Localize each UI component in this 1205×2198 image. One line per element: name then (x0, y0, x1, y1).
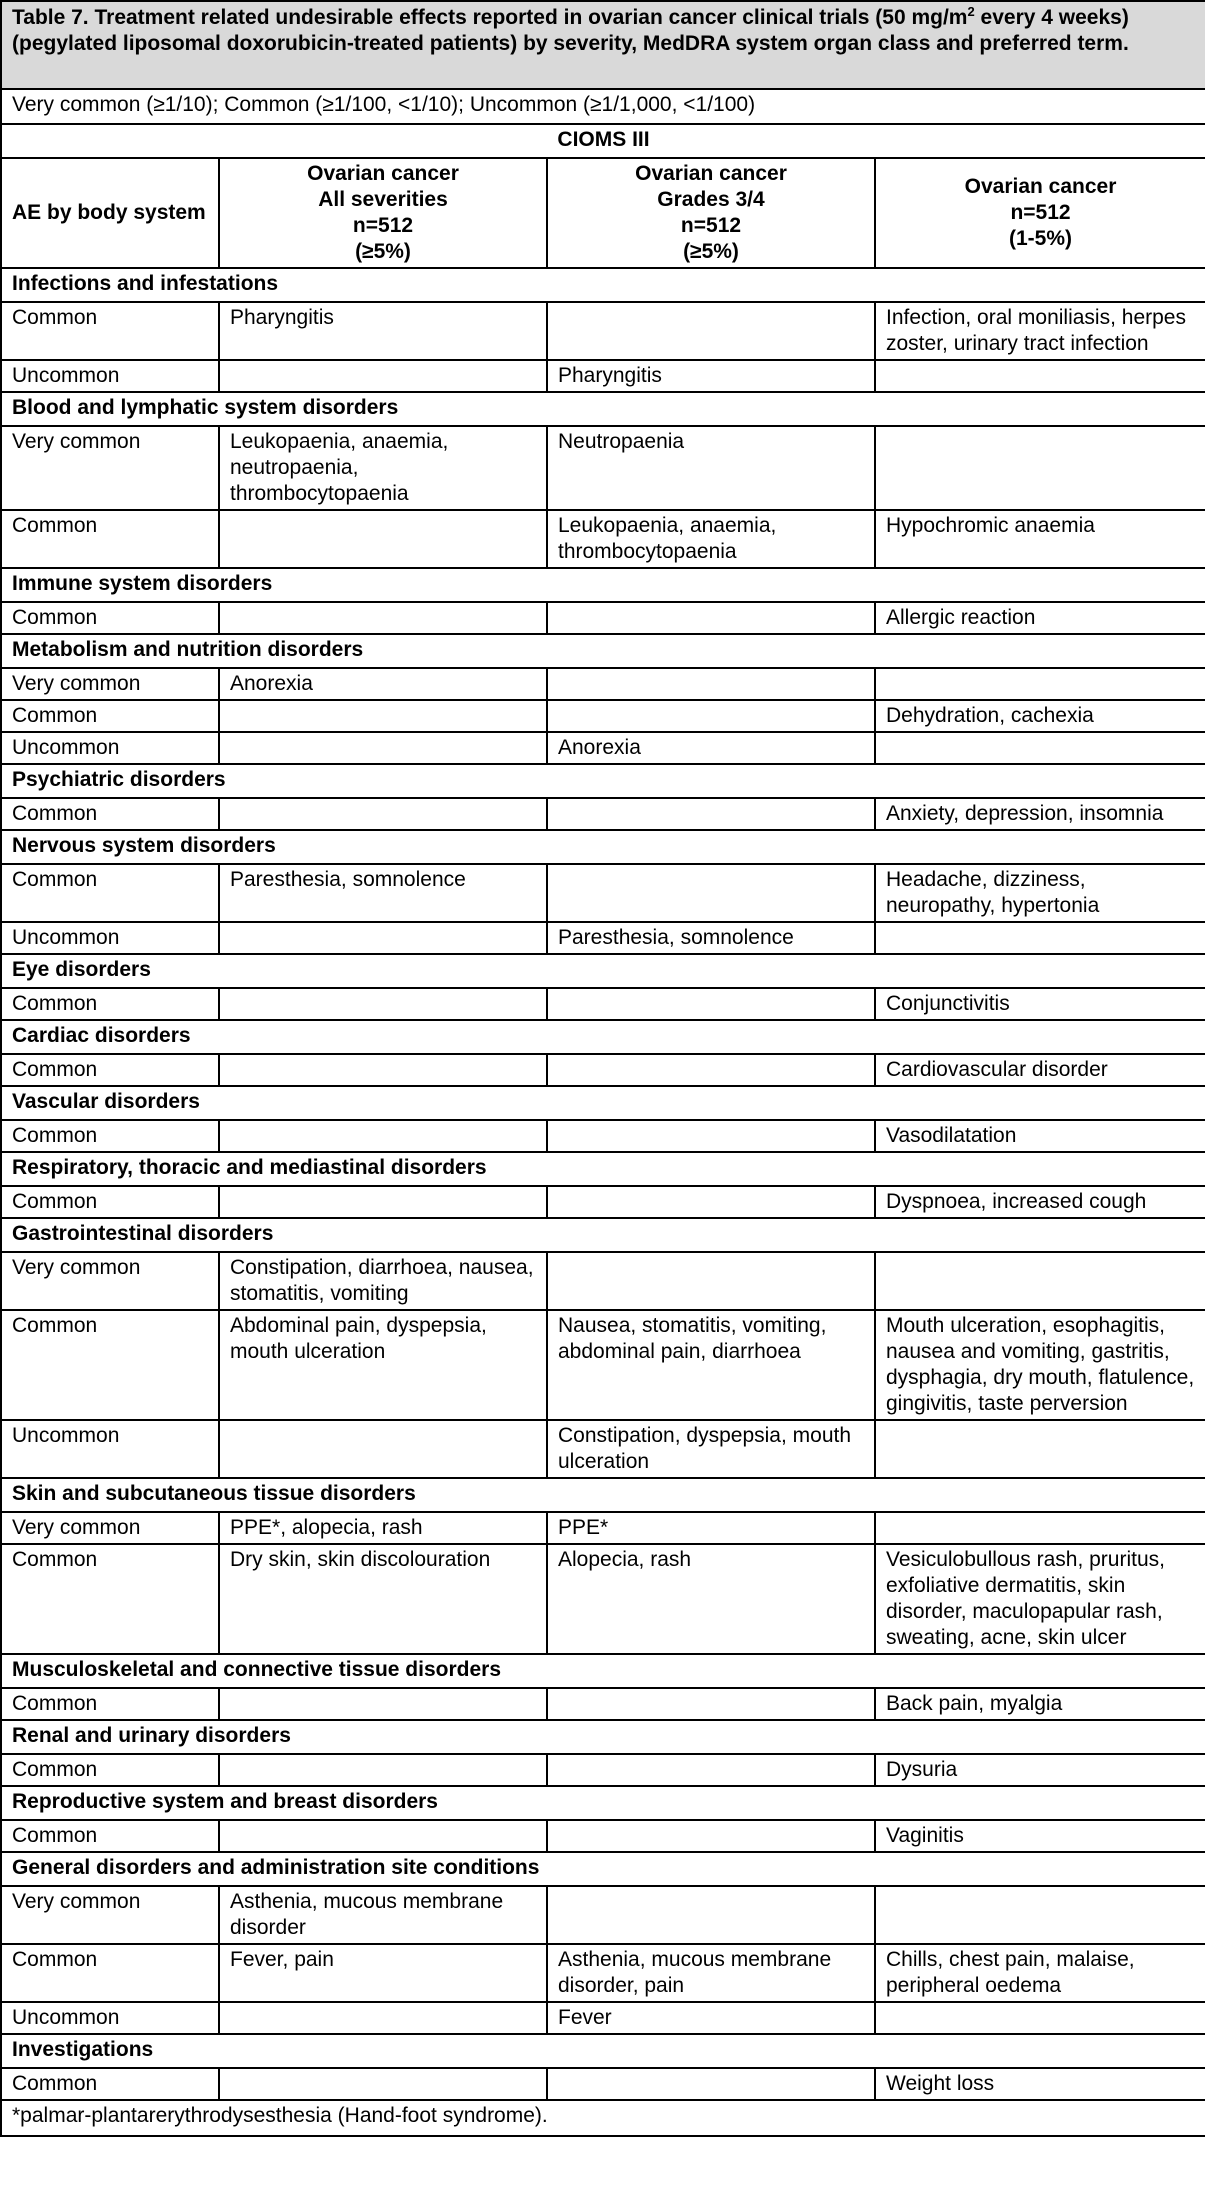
effects-cell (219, 2068, 547, 2100)
column-header-line: AE by body system (12, 201, 206, 224)
section-row (1, 268, 1205, 302)
section-row (1, 392, 1205, 426)
effects-cell: Alopecia, rash (547, 1544, 875, 1654)
column-header-line: (≥5%) (355, 240, 411, 263)
frequency-cell: Very common (1, 1886, 219, 1944)
effects-cell (219, 922, 547, 954)
table-row (1, 988, 1205, 1020)
effects-cell (875, 426, 1205, 510)
effects-cell: Asthenia, mucous membrane disorder, pain (547, 1944, 875, 2002)
effects-cell: Vesiculobullous rash, pruritus, exfoliative dermatitis, skin disorder, maculopapular rash, sweating, acne, skin ulcer (875, 1544, 1205, 1654)
section-heading: Nervous system disorders (1, 830, 1205, 864)
table-row (1, 668, 1205, 700)
effects-cell (219, 1688, 547, 1720)
effects-cell (875, 360, 1205, 392)
table-row (1, 1820, 1205, 1852)
effects-cell: Anorexia (219, 668, 547, 700)
effects-cell (219, 510, 547, 568)
section-heading: Respiratory, thoracic and mediastinal disorders (1, 1152, 1205, 1186)
column-header (1, 158, 219, 268)
column-header-line: n=512 (1010, 201, 1071, 224)
effects-cell (547, 988, 875, 1020)
effects-cell (219, 602, 547, 634)
table-row (1, 864, 1205, 922)
table-title: Table 7. Treatment related undesirable effects reported in ovarian cancer clinical trials (50 $mg/m^2$ every 4 weeks) (pegylated liposomal doxorubicin-treated patients) by severity, MedDRA system organ class and preferred term. (1, 1, 1205, 89)
frequency-cell: Common (1, 510, 219, 568)
effects-cell (219, 732, 547, 764)
table-row (1, 1512, 1205, 1544)
effects-cell (547, 1054, 875, 1086)
effects-cell (547, 1754, 875, 1786)
table-row (1, 2068, 1205, 2100)
effects-cell: Paresthesia, somnolence (547, 922, 875, 954)
effects-cell (875, 668, 1205, 700)
effects-cell: Hypochromic anaemia (875, 510, 1205, 568)
effects-cell: Fever, pain (219, 1944, 547, 2002)
effects-cell (219, 798, 547, 830)
table-row (1, 1054, 1205, 1086)
effects-cell (219, 1754, 547, 1786)
table-row (1, 510, 1205, 568)
section-row (1, 1218, 1205, 1252)
effects-cell: Conjunctivitis (875, 988, 1205, 1020)
effects-cell: Neutropaenia (547, 426, 875, 510)
column-header-line: (1-5%) (1009, 227, 1073, 250)
section-heading: Psychiatric disorders (1, 764, 1205, 798)
frequency-cell: Very common (1, 426, 219, 510)
frequency-cell: Common (1, 1054, 219, 1086)
column-header-line: Ovarian cancer (307, 162, 459, 185)
effects-cell: Pharyngitis (547, 360, 875, 392)
effects-cell: Pharyngitis (219, 302, 547, 360)
effects-cell: Fever (547, 2002, 875, 2034)
effects-cell: Weight loss (875, 2068, 1205, 2100)
effects-cell (547, 864, 875, 922)
effects-cell: Cardiovascular disorder (875, 1054, 1205, 1086)
effects-cell: Allergic reaction (875, 602, 1205, 634)
effects-cell (547, 1886, 875, 1944)
effects-cell (547, 1252, 875, 1310)
section-row (1, 1786, 1205, 1820)
frequency-legend: Very common (≥1/10); Common (≥1/100, <1/10); Uncommon (≥1/1,000, <1/100) (1, 89, 1205, 124)
section-row (1, 954, 1205, 988)
section-heading: Infections and infestations (1, 268, 1205, 302)
effects-cell (219, 1820, 547, 1852)
frequency-cell: Uncommon (1, 922, 219, 954)
effects-cell (547, 602, 875, 634)
frequency-cell: Common (1, 1186, 219, 1218)
frequency-cell: Common (1, 1688, 219, 1720)
section-row (1, 1020, 1205, 1054)
section-row (1, 2034, 1205, 2068)
effects-cell: Constipation, diarrhoea, nausea, stomatitis, vomiting (219, 1252, 547, 1310)
effects-cell: Paresthesia, somnolence (219, 864, 547, 922)
table-row (1, 2002, 1205, 2034)
section-row (1, 764, 1205, 798)
section-heading: General disorders and administration site conditions (1, 1852, 1205, 1886)
column-header-line: All severities (318, 188, 448, 211)
effects-cell: Anxiety, depression, insomnia (875, 798, 1205, 830)
frequency-cell: Common (1, 1820, 219, 1852)
section-heading: Vascular disorders (1, 1086, 1205, 1120)
effects-cell: Asthenia, mucous membrane disorder (219, 1886, 547, 1944)
table-row (1, 732, 1205, 764)
table-row (1, 700, 1205, 732)
effects-cell (219, 1054, 547, 1086)
effects-cell (219, 1120, 547, 1152)
table-row (1, 798, 1205, 830)
section-heading: Gastrointestinal disorders (1, 1218, 1205, 1252)
frequency-cell: Uncommon (1, 1420, 219, 1478)
effects-cell (219, 700, 547, 732)
table-row (1, 1944, 1205, 2002)
effects-cell: Back pain, myalgia (875, 1688, 1205, 1720)
effects-cell (219, 360, 547, 392)
table-row (1, 360, 1205, 392)
effects-cell: Leukopaenia, anaemia, neutropaenia, thrombocytopaenia (219, 426, 547, 510)
section-heading: Renal and urinary disorders (1, 1720, 1205, 1754)
table-row (1, 602, 1205, 634)
effects-cell: Constipation, dyspepsia, mouth ulceration (547, 1420, 875, 1478)
section-heading: Musculoskeletal and connective tissue disorders (1, 1654, 1205, 1688)
frequency-cell: Common (1, 1944, 219, 2002)
effects-cell (547, 1820, 875, 1852)
frequency-cell: Uncommon (1, 732, 219, 764)
section-heading: Immune system disorders (1, 568, 1205, 602)
frequency-cell: Common (1, 1310, 219, 1420)
effects-cell: Headache, dizziness, neuropathy, hypertonia (875, 864, 1205, 922)
column-header-row (1, 158, 1205, 268)
frequency-cell: Very common (1, 1252, 219, 1310)
effects-cell (875, 922, 1205, 954)
effects-cell: Abdominal pain, dyspepsia, mouth ulceration (219, 1310, 547, 1420)
frequency-cell: Common (1, 864, 219, 922)
effects-cell (219, 1420, 547, 1478)
section-heading: Cardiac disorders (1, 1020, 1205, 1054)
effects-cell: Infection, oral moniliasis, herpes zoster, urinary tract infection (875, 302, 1205, 360)
frequency-cell: Common (1, 1120, 219, 1152)
effects-cell (875, 1252, 1205, 1310)
effects-cell: Leukopaenia, anaemia, thrombocytopaenia (547, 510, 875, 568)
section-heading: Investigations (1, 2034, 1205, 2068)
effects-cell (875, 2002, 1205, 2034)
table-row (1, 1886, 1205, 1944)
table-row (1, 1252, 1205, 1310)
section-heading: Eye disorders (1, 954, 1205, 988)
effects-cell: Nausea, stomatitis, vomiting, abdominal pain, diarrhoea (547, 1310, 875, 1420)
effects-cell (875, 1420, 1205, 1478)
frequency-cell: Very common (1, 668, 219, 700)
footnote: *palmar-plantarerythrodysesthesia (Hand-foot syndrome). (1, 2100, 1205, 2136)
effects-cell: Vaginitis (875, 1820, 1205, 1852)
frequency-cell: Uncommon (1, 2002, 219, 2034)
effects-cell (219, 1186, 547, 1218)
column-header-line: n=512 (680, 214, 742, 237)
section-heading: Skin and subcutaneous tissue disorders (1, 1478, 1205, 1512)
section-row (1, 1086, 1205, 1120)
frequency-cell: Very common (1, 1512, 219, 1544)
effects-cell (219, 988, 547, 1020)
effects-cell: Anorexia (547, 732, 875, 764)
section-heading: Metabolism and nutrition disorders (1, 634, 1205, 668)
section-heading: Blood and lymphatic system disorders (1, 392, 1205, 426)
section-row (1, 830, 1205, 864)
column-header (547, 158, 875, 268)
effects-cell (219, 2002, 547, 2034)
section-row (1, 1478, 1205, 1512)
table-row (1, 1186, 1205, 1218)
column-header-line: (≥5%) (683, 240, 739, 263)
frequency-cell: Common (1, 988, 219, 1020)
frequency-cell: Common (1, 602, 219, 634)
frequency-cell: Common (1, 798, 219, 830)
frequency-cell: Common (1, 1544, 219, 1654)
section-row (1, 1152, 1205, 1186)
effects-cell (547, 2068, 875, 2100)
effects-cell (875, 1886, 1205, 1944)
table-row (1, 426, 1205, 510)
effects-cell (547, 668, 875, 700)
frequency-cell: Common (1, 1754, 219, 1786)
effects-cell (875, 1512, 1205, 1544)
table-row (1, 1754, 1205, 1786)
section-row (1, 568, 1205, 602)
table-row (1, 922, 1205, 954)
column-header (219, 158, 547, 268)
table-row (1, 1420, 1205, 1478)
effects-cell: Chills, chest pain, malaise, peripheral oedema (875, 1944, 1205, 2002)
frequency-cell: Common (1, 2068, 219, 2100)
effects-cell: Dyspnoea, increased cough (875, 1186, 1205, 1218)
column-header-line: n=512 (352, 214, 414, 237)
group-header: CIOMS III (1, 124, 1205, 158)
section-row (1, 1654, 1205, 1688)
effects-cell (547, 798, 875, 830)
effects-cell: Dehydration, cachexia (875, 700, 1205, 732)
effects-cell (547, 700, 875, 732)
table-row (1, 1310, 1205, 1420)
effects-cell: PPE*, alopecia, rash (219, 1512, 547, 1544)
table-row (1, 1120, 1205, 1152)
effects-cell (547, 1120, 875, 1152)
table-row (1, 302, 1205, 360)
column-header-line: Ovarian cancer (635, 162, 787, 185)
effects-cell: Dry skin, skin discolouration (219, 1544, 547, 1654)
section-heading: Reproductive system and breast disorders (1, 1786, 1205, 1820)
effects-cell (547, 1186, 875, 1218)
effects-cell: Vasodilatation (875, 1120, 1205, 1152)
column-header-line: Grades 3/4 (657, 188, 765, 211)
frequency-cell: Common (1, 700, 219, 732)
frequency-cell: Common (1, 302, 219, 360)
section-row (1, 1720, 1205, 1754)
effects-cell (875, 732, 1205, 764)
column-header-line: Ovarian cancer (964, 175, 1117, 198)
effects-cell (547, 302, 875, 360)
frequency-cell: Uncommon (1, 360, 219, 392)
section-row (1, 1852, 1205, 1886)
effects-cell: Dysuria (875, 1754, 1205, 1786)
column-header (875, 158, 1205, 268)
table-row (1, 1688, 1205, 1720)
section-row (1, 634, 1205, 668)
table-row (1, 1544, 1205, 1654)
effects-cell: PPE* (547, 1512, 875, 1544)
effects-cell (547, 1688, 875, 1720)
effects-cell: Mouth ulceration, esophagitis, nausea and vomiting, gastritis, dysphagia, dry mouth, flatulence, gingivitis, taste perversion (875, 1310, 1205, 1420)
